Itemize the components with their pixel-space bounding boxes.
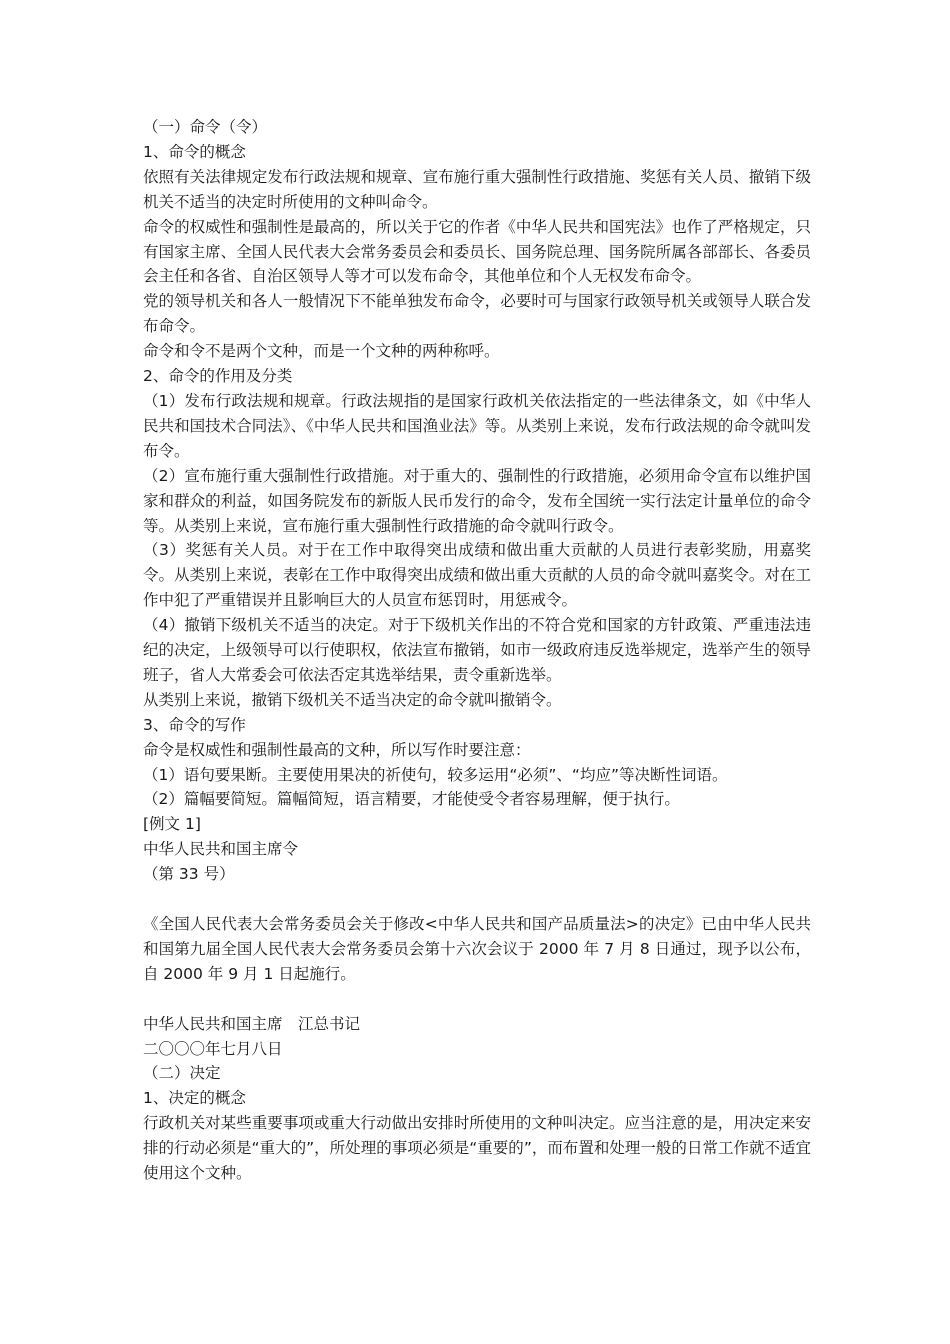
body-paragraph: （1）发布行政法规和规章。行政法规指的是国家行政机关依法指定的一些法律条文，如《中华人民共和国技术合同法》、《中华人民共和国渔业法》等。从类别上来说，发布行政法规的命令就叫发布令。 (143, 391, 811, 460)
subsection-heading: 1、决定的概念 (143, 1089, 246, 1108)
body-paragraph: （1）语句要果断。主要使用果决的祈使句，较多运用“必须”、“均应”等决断性词语。 (143, 765, 728, 784)
body-paragraph: （3）奖惩有关人员。对于在工作中取得突出成绩和做出重大贡献的人员进行表彰奖励，用嘉奖令。从类别上来说，表彰在工作中取得突出成绩和做出重大贡献的人员的命令就叫嘉奖令。对在工作中犯了严重错误并且影响巨大的人员宣布惩罚时，用惩戒令。 (143, 541, 811, 610)
blank-line (143, 987, 811, 1012)
body-paragraph: 命令和令不是两个文种，而是一个文种的两种称呼。 (143, 342, 500, 361)
example-title: 中华人民共和国主席令 (143, 840, 299, 859)
example-date: 二〇〇〇年七月八日 (143, 1039, 283, 1058)
blank-line (143, 887, 811, 912)
section-heading: （一）命令（令） (143, 118, 268, 136)
body-paragraph: 党的领导机关和各人一般情况下不能单独发布命令，必要时可与国家行政领导机关或领导人联合发布命令。 (143, 292, 811, 336)
body-paragraph: 行政机关对某些重要事项或重大行动做出安排时所使用的文种叫决定。应当注意的是，用决定来安排的行动必须是“重大的”，所处理的事项必须是“重要的”，而布置和处理一般的日常工作就不适宜使用这个文种。 (143, 1114, 811, 1183)
section-heading: （二）决定 (143, 1064, 221, 1083)
example-body: 《全国人民代表大会常务委员会关于修改<中华人民共和国产品质量法>的决定》已由中华人民共和国第九届全国人民代表大会常务委员会第十六次会议于 2000 年 7 月 8 日通过，现予以公布，自 2000 年 9 月 1 日起施行。 (143, 914, 811, 983)
body-paragraph: （2）篇幅要简短。篇幅简短，语言精要，才能使受令者容易理解，便于执行。 (143, 790, 680, 809)
body-paragraph: 从类别上来说，撤销下级机关不适当决定的命令就叫撤销令。 (143, 690, 562, 709)
body-paragraph: 依照有关法律规定发布行政法规和规章、宣布施行重大强制性行政措施、奖惩有关人员、撤销下级机关不适当的决定时所使用的文种叫命令。 (143, 167, 811, 211)
example-number: （第 33 号） (143, 865, 235, 884)
subsection-heading: 3、命令的写作 (143, 715, 246, 734)
subsection-heading: 1、命令的概念 (143, 142, 246, 161)
body-paragraph: （4）撤销下级机关不适当的决定。对于下级机关作出的不符合党和国家的方针政策、严重违法违纪的决定，上级领导可以行使职权，依法宣布撤销，如市一级政府违反选举规定，选举产生的领导班子，省人大常委会可依法否定其选举结果，责令重新选举。 (143, 616, 811, 684)
document-body (143, 115, 811, 1186)
example-label: [例文 1] (143, 815, 201, 834)
example-signature: 中华人民共和国主席 江总书记 (143, 1014, 361, 1033)
subsection-heading: 2、命令的作用及分类 (143, 367, 293, 386)
body-paragraph: 命令的权威性和强制性是最高的，所以关于它的作者《中华人民共和国宪法》也作了严格规定，只有国家主席、全国人民代表大会常务委员会和委员长、国务院总理、国务院所属各部部长、各委员会主任和各省、自治区领导人等才可以发布命令，其他单位和个人无权发布命令。 (143, 217, 811, 286)
body-paragraph: （2）宣布施行重大强制性行政措施。对于重大的、强制性的行政措施，必须用命令宣布以维护国家和群众的利益，如国务院发布的新版人民币发行的命令，发布全国统一实行法定计量单位的命令等。从类别上来说，宣布施行重大强制性行政措施的命令就叫行政令。 (143, 466, 811, 535)
body-paragraph: 命令是权威性和强制性最高的文种，所以写作时要注意： (143, 740, 531, 759)
